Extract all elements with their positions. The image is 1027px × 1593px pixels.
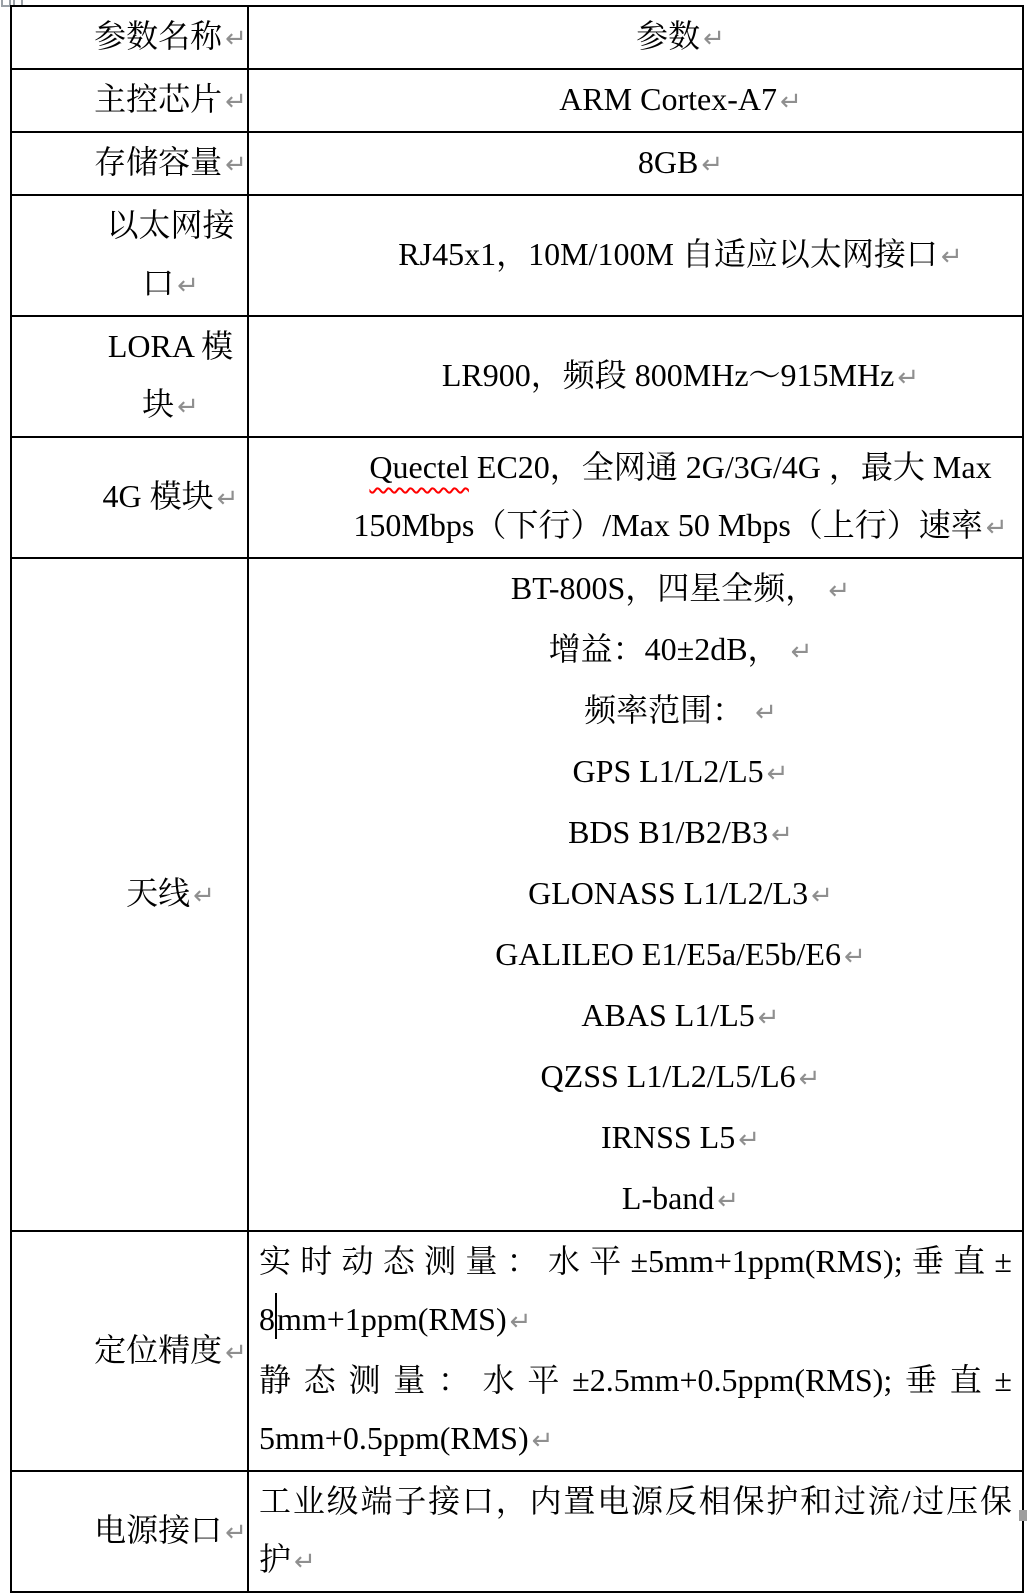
cpu-value-text: ARM Cortex-A7 bbox=[559, 81, 777, 117]
table-row-lora bbox=[11, 316, 1023, 437]
4g-value-line2: 150Mbps（下行）/Max 50 Mbps（上行）速率 bbox=[353, 507, 983, 543]
lora-label-line2: 块 bbox=[142, 386, 175, 422]
cell-ethernet-label[interactable] bbox=[11, 195, 248, 316]
precision-rtk-line2-pre: 8 bbox=[259, 1301, 275, 1337]
4g-label-text: 4G 模块 bbox=[102, 478, 214, 514]
power-label-text: 电源接口 bbox=[94, 1512, 223, 1548]
cell-precision-value[interactable] bbox=[248, 1231, 1023, 1471]
ethernet-label-line1: 以太网接 bbox=[106, 207, 235, 243]
paragraph-mark-icon: ↵ bbox=[757, 1003, 780, 1033]
precision-static-line1: 静态测量：水平±2.5mm+0.5ppm(RMS);垂直± bbox=[259, 1362, 1012, 1398]
paragraph-mark-icon: ↵ bbox=[828, 576, 851, 606]
paragraph-mark-icon: ↵ bbox=[225, 1337, 247, 1368]
paragraph-mark-icon: ↵ bbox=[717, 1186, 740, 1216]
cell-antenna-value[interactable] bbox=[248, 558, 1023, 1231]
cell-storage-value[interactable] bbox=[248, 132, 1023, 195]
antenna-line-abas: ABAS L1/L5 bbox=[581, 997, 755, 1033]
4g-value-line1: EC20，全网通 2G/3G/4G ，最大 Max bbox=[468, 449, 992, 485]
table-row-storage bbox=[11, 132, 1023, 195]
cell-cpu-value[interactable] bbox=[248, 69, 1023, 132]
cell-storage-label[interactable] bbox=[11, 132, 248, 195]
paragraph-mark-icon: ↵ bbox=[701, 150, 724, 180]
cell-lora-label[interactable] bbox=[11, 316, 248, 437]
paragraph-mark-icon: ↵ bbox=[811, 881, 833, 911]
storage-label-text: 存储容量 bbox=[94, 144, 223, 180]
paragraph-mark-icon: ↵ bbox=[755, 698, 777, 728]
paragraph-mark-icon: ↵ bbox=[225, 1518, 247, 1548]
cell-header-name[interactable] bbox=[11, 6, 248, 69]
paragraph-mark-icon: ↵ bbox=[843, 942, 866, 972]
paragraph-mark-icon: ↵ bbox=[771, 820, 793, 850]
antenna-line-model: BT-800S，四星全频， bbox=[510, 570, 826, 606]
lora-label-line1: LORA 模 bbox=[107, 328, 234, 364]
cell-power-label[interactable] bbox=[11, 1471, 248, 1592]
cell-4g-label[interactable] bbox=[11, 437, 248, 558]
paragraph-mark-icon: ↵ bbox=[766, 759, 789, 789]
antenna-line-lband: L-band bbox=[621, 1180, 715, 1216]
table-row-header bbox=[11, 6, 1023, 69]
precision-label-text: 定位精度 bbox=[94, 1331, 223, 1368]
cell-cpu-label[interactable] bbox=[11, 69, 248, 132]
cell-header-value[interactable] bbox=[248, 6, 1023, 69]
paragraph-mark-icon: ↵ bbox=[225, 150, 247, 180]
paragraph-mark-icon: ↵ bbox=[509, 1307, 532, 1337]
cell-lora-value[interactable] bbox=[248, 316, 1023, 437]
paragraph-mark-icon: ↵ bbox=[798, 1064, 821, 1094]
table-row-ethernet bbox=[11, 195, 1023, 316]
cpu-label-text: 主控芯片 bbox=[94, 81, 223, 117]
power-value-line1: 工业级端子接口，内置电源反相保护和过流/过压保 bbox=[259, 1483, 1012, 1519]
misspelled-word: Quectel bbox=[369, 449, 469, 485]
cell-power-value[interactable] bbox=[248, 1471, 1023, 1592]
paragraph-mark-icon: ↵ bbox=[294, 1547, 316, 1577]
spec-table bbox=[10, 5, 1024, 1593]
paragraph-mark-icon: ↵ bbox=[738, 1125, 761, 1155]
paragraph-mark-icon: ↵ bbox=[225, 24, 247, 54]
cell-precision-label[interactable] bbox=[11, 1231, 248, 1471]
precision-static-line2: 5mm+0.5ppm(RMS) bbox=[259, 1420, 529, 1456]
antenna-line-galileo: GALILEO E1/E5a/E5b/E6 bbox=[495, 936, 841, 972]
paragraph-mark-icon: ↵ bbox=[193, 881, 215, 911]
antenna-line-bds: BDS B1/B2/B3 bbox=[568, 814, 769, 850]
cell-4g-value[interactable] bbox=[248, 437, 1023, 558]
antenna-line-freq-range: 频率范围： bbox=[584, 692, 753, 728]
paragraph-mark-icon: ↵ bbox=[790, 637, 813, 667]
ethernet-label-line2: 口 bbox=[142, 265, 175, 301]
lora-value-text: LR900，频段 800MHz～915MHz bbox=[441, 357, 895, 393]
header-value-text: 参数 bbox=[636, 18, 701, 54]
paragraph-mark-icon: ↵ bbox=[779, 87, 802, 117]
precision-rtk-line1: 实时动态测量：水平±5mm+1ppm(RMS);垂直± bbox=[259, 1243, 1012, 1279]
paragraph-mark-icon: ↵ bbox=[225, 87, 247, 117]
paragraph-mark-icon: ↵ bbox=[703, 24, 725, 54]
storage-value-text: 8GB bbox=[637, 144, 699, 180]
table-resize-handle[interactable] bbox=[1019, 1510, 1027, 1521]
antenna-line-glonass: GLONASS L1/L2/L3 bbox=[528, 875, 809, 911]
paragraph-mark-icon: ↵ bbox=[531, 1426, 554, 1456]
paragraph-mark-icon: ↵ bbox=[985, 513, 1008, 543]
table-row-antenna bbox=[11, 558, 1023, 1231]
antenna-line-irnss: IRNSS L5 bbox=[600, 1119, 736, 1155]
paragraph-mark-icon: ↵ bbox=[940, 242, 963, 272]
cell-ethernet-value[interactable] bbox=[248, 195, 1023, 316]
antenna-line-qzss: QZSS L1/L2/L5/L6 bbox=[540, 1058, 796, 1094]
paragraph-mark-icon: ↵ bbox=[897, 363, 920, 393]
antenna-line-gps: GPS L1/L2/L5 bbox=[572, 753, 764, 789]
table-row-power bbox=[11, 1471, 1023, 1592]
table-row-precision bbox=[11, 1231, 1023, 1471]
header-name-text: 参数名称 bbox=[94, 18, 223, 54]
paragraph-mark-icon: ↵ bbox=[177, 271, 199, 301]
antenna-line-gain: 增益：40±2dB， bbox=[548, 631, 788, 667]
cell-antenna-label[interactable] bbox=[11, 558, 248, 1231]
power-value-line2: 护 bbox=[259, 1541, 292, 1577]
table-row-cpu bbox=[11, 69, 1023, 132]
antenna-label-text: 天线 bbox=[126, 875, 191, 911]
paragraph-mark-icon: ↵ bbox=[177, 392, 199, 422]
table-row-4g-module bbox=[11, 437, 1023, 558]
paragraph-mark-icon: ↵ bbox=[216, 484, 239, 514]
ethernet-value-text: RJ45x1，10M/100M 自适应以太网接口 bbox=[398, 236, 938, 272]
precision-rtk-line2-post: mm+1ppm(RMS) bbox=[277, 1301, 507, 1337]
